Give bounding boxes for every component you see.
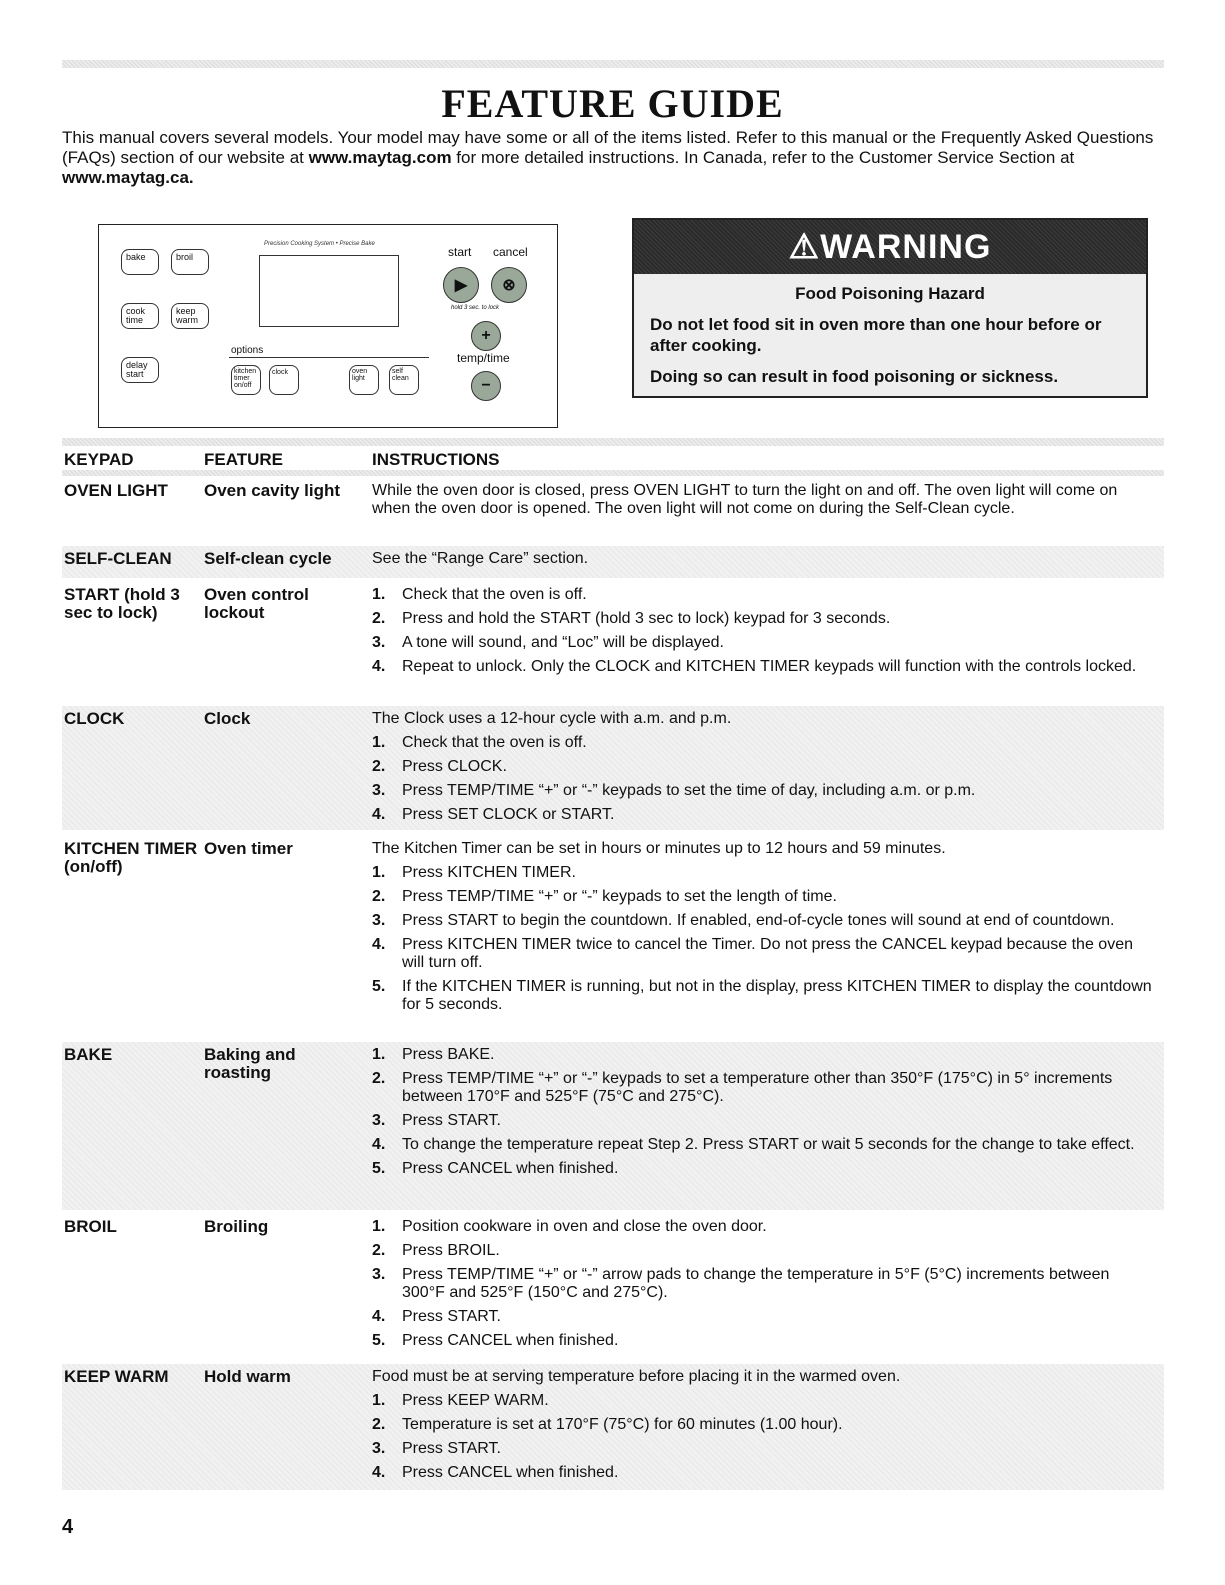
options-label: options: [231, 345, 264, 356]
broil-key: broil: [171, 249, 209, 275]
maytag-link[interactable]: www.maytag.com: [308, 148, 452, 167]
cancel-x-icon: ⊗: [491, 267, 527, 303]
instructions-cell: [372, 586, 1152, 682]
page-title: FEATURE GUIDE: [441, 81, 784, 126]
step-item: 1. Position cookware in oven and close the oven door.: [372, 1218, 767, 1235]
delay-start-key: delay start: [121, 357, 159, 383]
instruction-intro: See the “Range Care” section.: [372, 550, 589, 567]
table-row-oven-light: [62, 478, 1164, 542]
options-rule: [229, 357, 429, 358]
step-item: 2. Press TEMP/TIME “+” or “-” keypads to set a temperature other than 350°F (175°C) in 5° increments between 170°F and 525°F (75°C and 275°C).: [372, 1070, 1113, 1105]
step-item: 1. Press BAKE.: [372, 1046, 495, 1063]
clock-key: clock: [269, 365, 299, 395]
step-item: 3. Press START.: [372, 1112, 501, 1129]
warning-heading: [634, 220, 1146, 274]
step-item: 1. Press KEEP WARM.: [372, 1392, 549, 1409]
feature-cell: Hold warm: [204, 1367, 291, 1386]
step-item: 2. Press TEMP/TIME “+” or “-” keypads to set the length of time.: [372, 888, 837, 905]
step-item: 4. Press SET CLOCK or START.: [372, 806, 615, 823]
step-item: 5. Press CANCEL when finished.: [372, 1332, 619, 1349]
control-panel-illustration: [98, 224, 558, 428]
bake-key: bake: [121, 249, 159, 275]
instructions-cell: [372, 482, 1152, 524]
oven-light-key: oven light: [349, 365, 379, 395]
keypad-cell: KITCHEN TIMER (on/off): [64, 839, 198, 876]
instruction-intro: While the oven door is closed, press OVEN LIGHT to turn the light on and off. The oven light will come on when the oven door is opened. The oven light will not come on during the Self-Clean cycle.: [372, 482, 1118, 517]
step-item: 2. Temperature is set at 170°F (75°C) for 60 minutes (1.00 hour).: [372, 1416, 843, 1433]
cancel-label: cancel: [493, 245, 528, 259]
feature-cell: Baking and roasting: [204, 1045, 296, 1082]
warning-line-1: Do not let food sit in oven more than one hour before or after cooking.: [650, 315, 1102, 355]
panel-brand: Precision Cooking System • Precise Bake: [264, 241, 375, 247]
step-item: 3. Press TEMP/TIME “+” or “-” keypads to set the time of day, including a.m. or p.m.: [372, 782, 976, 799]
table-row-clock: [62, 706, 1164, 830]
step-item: 4. To change the temperature repeat Step 2. Press START or wait 5 seconds for the change to take effect.: [372, 1136, 1135, 1153]
step-item: 5. Press CANCEL when finished.: [372, 1160, 619, 1177]
table-row-self-clean: [62, 546, 1164, 578]
instruction-intro: The Clock uses a 12-hour cycle with a.m. and p.m.: [372, 710, 732, 727]
warning-subheading: Food Poisoning Hazard: [795, 284, 985, 303]
step-item: 4. Press KITCHEN TIMER twice to cancel the Timer. Do not press the CANCEL keypad because the oven will turn off.: [372, 936, 1133, 971]
step-item: 3. Press START.: [372, 1440, 501, 1457]
step-item: 5. If the KITCHEN TIMER is running, but not in the display, press KITCHEN TIMER to display the countdown for 5 seconds.: [372, 978, 1152, 1013]
table-row-bake: [62, 1042, 1164, 1210]
col-header-instructions: INSTRUCTIONS: [372, 450, 500, 469]
instructions-cell: [372, 710, 1152, 830]
table-row-start: [62, 582, 1164, 704]
step-item: 3. Press TEMP/TIME “+” or “-” arrow pads to change the temperature in 5°F (5°C) increments between 300°F and 525°F (150°C and 275°C).: [372, 1266, 1110, 1301]
instructions-cell: [372, 1368, 1152, 1488]
step-item: 3. A tone will sound, and “Loc” will be displayed.: [372, 634, 724, 651]
step-item: 3. Press START to begin the countdown. If enabled, end-of-cycle tones will sound at end of countdown.: [372, 912, 1115, 929]
keypad-cell: BAKE: [64, 1045, 113, 1064]
instructions-cell: [372, 1046, 1152, 1184]
table-row-keep-warm: [62, 1364, 1164, 1490]
warning-triangle-icon: ⚠: [788, 228, 821, 266]
keypad-cell: SELF-CLEAN: [64, 549, 172, 568]
header-rule-bottom: [62, 470, 1164, 476]
intro-paragraph: [62, 128, 1164, 188]
keypad-cell: OVEN LIGHT: [64, 481, 168, 500]
instructions-cell: [372, 840, 1152, 1020]
minus-icon: −: [471, 371, 501, 401]
step-item: 2. Press CLOCK.: [372, 758, 507, 775]
step-item: 1. Press KITCHEN TIMER.: [372, 864, 576, 881]
col-header-feature: FEATURE: [204, 450, 284, 469]
instruction-intro: The Kitchen Timer can be set in hours or minutes up to 12 hours and 59 minutes.: [372, 840, 946, 857]
feature-cell: Oven cavity light: [204, 481, 341, 500]
col-header-keypad: KEYPAD: [64, 450, 134, 469]
intro-text-1: This manual covers several models. Your model may have some or all of the items listed. Refer to this manual or the Frequently Asked Questions (FAQs) section of our website at: [62, 128, 1154, 167]
hold-lock-label: hold 3 sec. to lock: [451, 305, 500, 311]
self-clean-key: self clean: [389, 365, 419, 395]
table-row-kitchen-timer: [62, 836, 1164, 1040]
step-item: 1. Check that the oven is off.: [372, 586, 587, 603]
step-item: 1. Check that the oven is off.: [372, 734, 587, 751]
keep-warm-key: keep warm: [171, 303, 209, 329]
step-item: 2. Press BROIL.: [372, 1242, 500, 1259]
feature-cell: Self-clean cycle: [204, 549, 332, 568]
step-item: 4. Repeat to unlock. Only the CLOCK and KITCHEN TIMER keypads will function with the controls locked.: [372, 658, 1137, 675]
step-item: 4. Press START.: [372, 1308, 501, 1325]
warning-line-2: Doing so can result in food poisoning or sickness.: [650, 367, 1059, 386]
step-item: 4. Press CANCEL when finished.: [372, 1464, 619, 1481]
feature-cell: Oven timer: [204, 839, 293, 858]
warning-box: [632, 218, 1148, 398]
cook-time-key: cook time: [121, 303, 159, 329]
feature-cell: Broiling: [204, 1217, 269, 1236]
kitchen-timer-key: kitchen timer on/off: [231, 365, 261, 395]
keypad-cell: START (hold 3 sec to lock): [64, 585, 180, 622]
keypad-cell: BROIL: [64, 1217, 117, 1236]
warning-heading-text: WARNING: [820, 228, 992, 266]
step-item: 2. Press and hold the START (hold 3 sec to lock) keypad for 3 seconds.: [372, 610, 891, 627]
feature-cell: Clock: [204, 709, 251, 728]
panel-display: [259, 255, 399, 327]
top-rule: [62, 60, 1164, 68]
maytag-ca-link[interactable]: www.maytag.ca.: [62, 168, 194, 187]
start-label: start: [448, 245, 472, 259]
temp-time-label: temp/time: [457, 351, 510, 365]
table-row-broil: [62, 1214, 1164, 1362]
page-number: 4: [62, 1516, 74, 1538]
instruction-intro: Food must be at serving temperature before placing it in the warmed oven.: [372, 1368, 901, 1385]
instructions-cell: [372, 550, 1152, 574]
intro-text-2: for more detailed instructions. In Canada, refer to the Customer Service Section at: [451, 148, 1075, 167]
header-rule-top: [62, 438, 1164, 446]
plus-icon: +: [471, 321, 501, 351]
feature-cell: Oven control lockout: [204, 585, 309, 622]
start-play-icon: ▶: [443, 267, 479, 303]
keypad-cell: CLOCK: [64, 709, 125, 728]
instructions-cell: [372, 1218, 1152, 1356]
keypad-cell: KEEP WARM: [64, 1367, 169, 1386]
